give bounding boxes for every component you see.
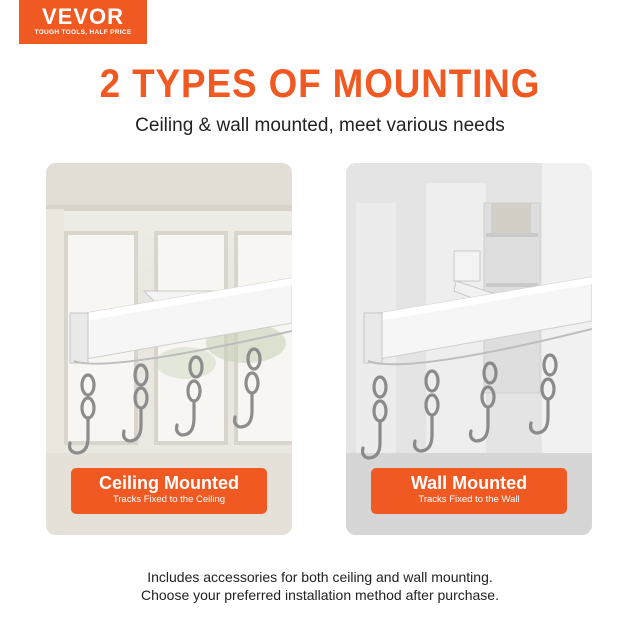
wall-mounted-badge bbox=[371, 468, 567, 514]
wall-mounted-label: Wall Mounted bbox=[410, 473, 528, 493]
footer-line-2: Choose your preferred installation method after purchase. bbox=[141, 587, 499, 603]
logo-brand: VEVOR bbox=[41, 4, 125, 29]
page-subtitle: Ceiling & wall mounted, meet various needs bbox=[135, 115, 505, 136]
logo-tagline: TOUGH TOOLS, HALF PRICE bbox=[34, 29, 132, 36]
ceiling-mount-panel bbox=[46, 163, 292, 535]
ceiling-mounted-label: Ceiling Mounted bbox=[99, 473, 239, 493]
ceiling-mounted-sublabel: Tracks Fixed to the Ceiling bbox=[112, 494, 226, 505]
footer-line-1: Includes accessories for both ceiling and wall mounting. bbox=[147, 569, 493, 585]
wall-mount-panel bbox=[346, 163, 592, 535]
page-title: 2 TYPES OF MOUNTING bbox=[99, 62, 541, 106]
vevor-logo bbox=[19, 0, 147, 44]
wall-mounted-sublabel: Tracks Fixed to the Wall bbox=[418, 494, 520, 505]
ceiling-mounted-badge bbox=[71, 468, 267, 514]
